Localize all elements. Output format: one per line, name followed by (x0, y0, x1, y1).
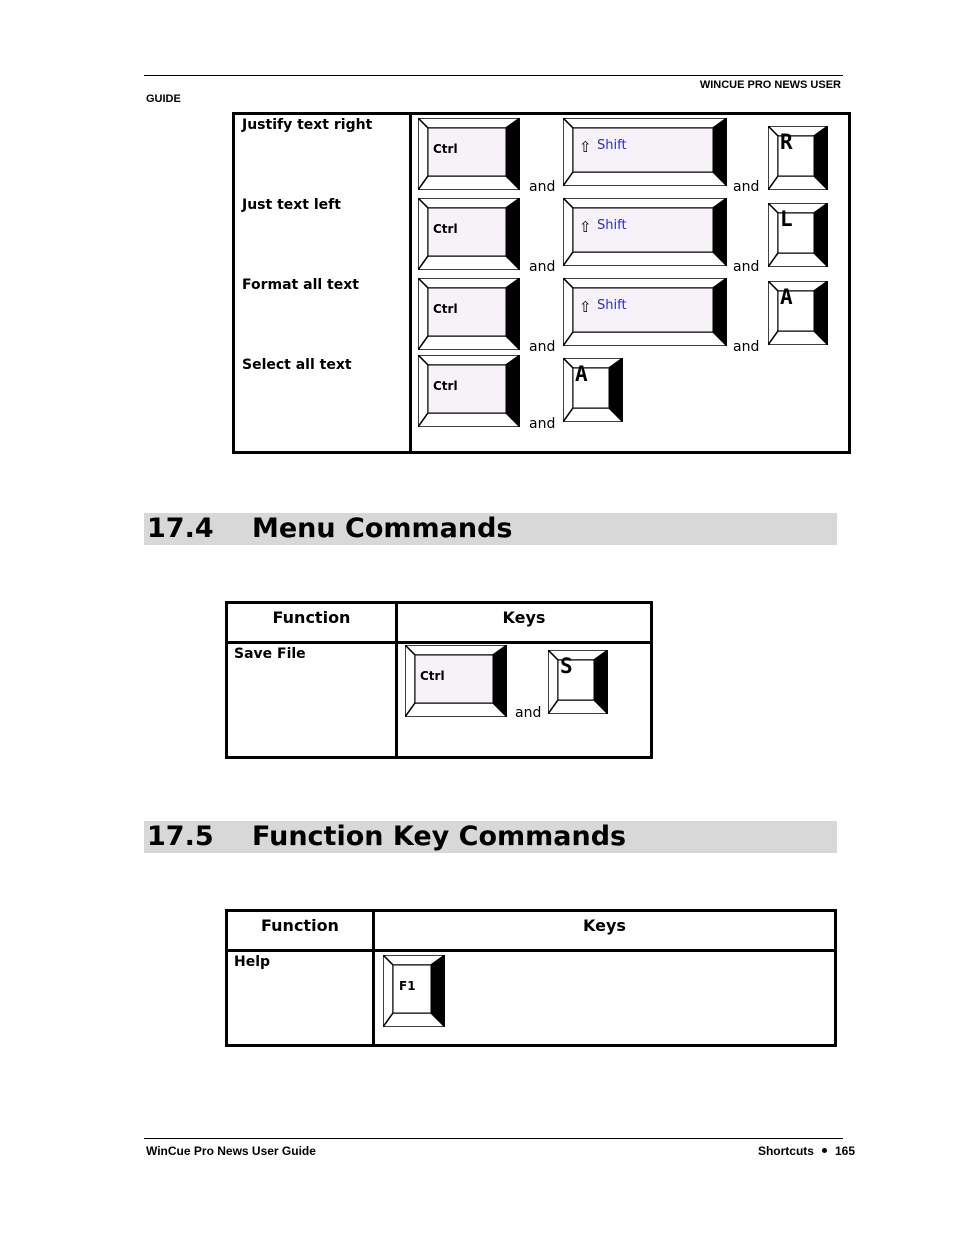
running-header-continued: GUIDE (146, 93, 181, 105)
and-label: and (529, 179, 556, 195)
key-label: Ctrl (420, 669, 445, 683)
key-label: Shift (597, 298, 627, 313)
section-title: Menu Commands (252, 513, 513, 544)
and-label: and (733, 339, 760, 355)
key-label: R (780, 130, 793, 154)
key-label: Ctrl (433, 222, 458, 236)
text-shortcuts-table (232, 112, 851, 454)
bullet-icon (822, 1148, 827, 1153)
running-header: WINCUE PRO NEWS USER (699, 79, 841, 91)
column-divider (409, 115, 412, 451)
key-label: S (560, 654, 573, 678)
function-key-table (225, 909, 837, 1047)
key-label: F1 (399, 979, 416, 993)
key-label: Ctrl (433, 302, 458, 316)
section-heading-function-key-commands (144, 821, 837, 853)
header-divider (228, 641, 650, 644)
footer-chapter: Shortcuts (757, 1144, 814, 1158)
key-label: A (780, 285, 793, 309)
and-label: and (529, 416, 556, 432)
shift-arrow-icon: ⇧ (579, 219, 592, 236)
and-label: and (529, 339, 556, 355)
and-label: and (515, 705, 542, 721)
function-label: Help (234, 954, 271, 970)
header-divider (228, 949, 834, 952)
function-label: Select all text (242, 357, 352, 373)
column-header-function: Function (272, 608, 351, 627)
function-label: Save File (234, 646, 306, 662)
key-label: L (780, 207, 793, 231)
key-label: Ctrl (433, 379, 458, 393)
function-label: Just text left (242, 197, 341, 213)
shift-arrow-icon: ⇧ (579, 299, 592, 316)
function-label: Format all text (242, 277, 359, 293)
key-label: Shift (597, 138, 627, 153)
function-label: Justify text right (242, 117, 373, 133)
and-label: and (733, 179, 760, 195)
column-header-keys: Keys (502, 608, 546, 627)
shift-arrow-icon: ⇧ (579, 139, 592, 156)
key-label: Shift (597, 218, 627, 233)
section-title: Function Key Commands (252, 821, 627, 852)
key-label: Ctrl (433, 142, 458, 156)
section-number: 17.4 (147, 513, 214, 544)
key-label: A (575, 362, 588, 386)
and-label: and (733, 259, 760, 275)
menu-commands-table (225, 601, 653, 759)
and-label: and (529, 259, 556, 275)
section-number: 17.5 (147, 821, 214, 852)
footer-title: WinCue Pro News User Guide (146, 1144, 316, 1158)
section-heading-menu-commands (144, 513, 837, 545)
footer-page-info (758, 1144, 855, 1158)
page-number: 165 (834, 1144, 855, 1158)
column-header-function: Function (261, 916, 339, 935)
header-rule (144, 75, 843, 76)
footer-rule (144, 1138, 843, 1139)
column-header-keys: Keys (583, 916, 626, 935)
